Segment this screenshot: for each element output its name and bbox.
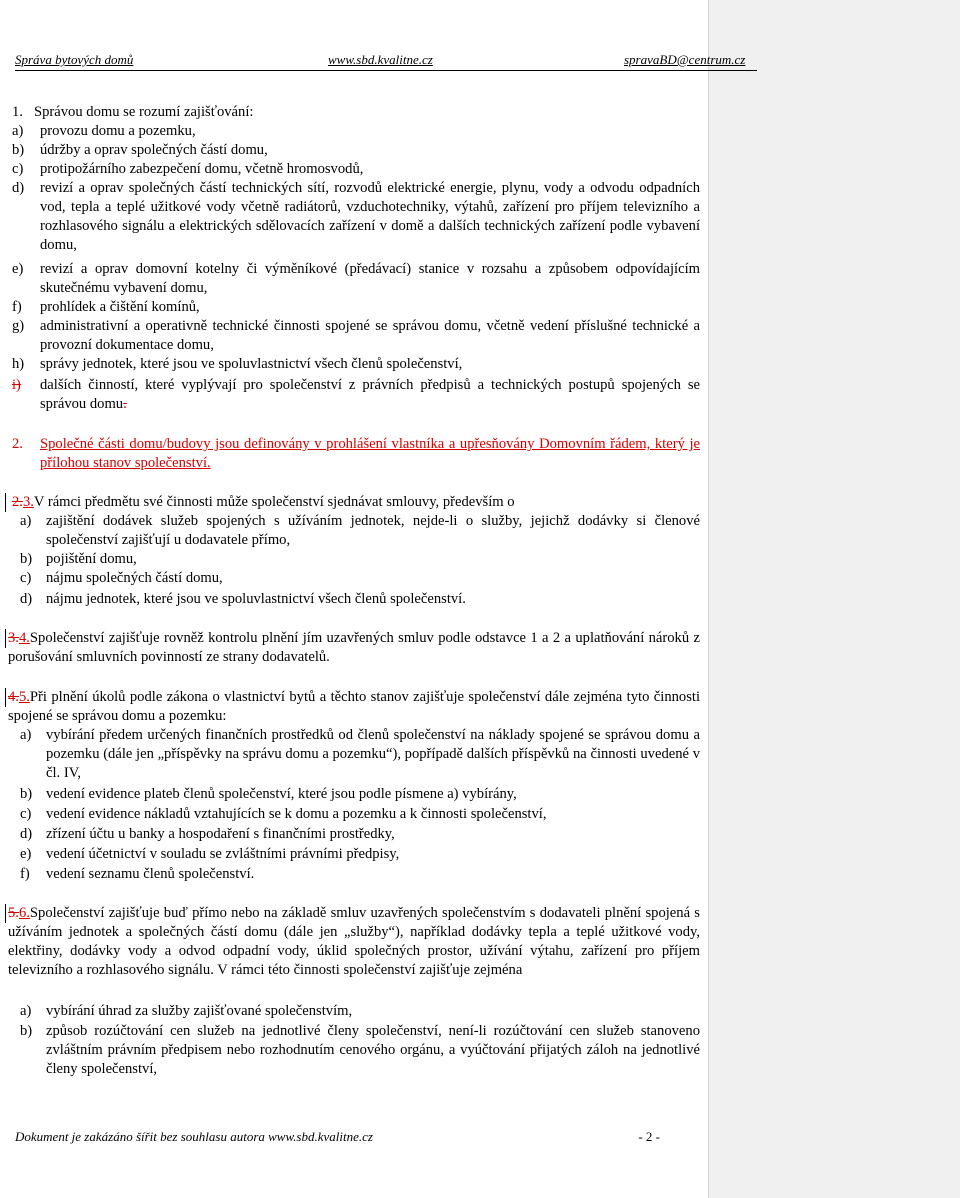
list-item-marker: a) — [20, 727, 32, 743]
list-item-marker: f) — [20, 866, 30, 882]
new-number: 4. — [18, 630, 30, 646]
list-item-text: údržby a oprav společných částí domu, — [40, 142, 268, 158]
list-item-text: revizí a oprav domovní kotelny či výměníkové (předávací) stanice v rozsahu a způsobem odpovídajícím skutečnému vybavení domu, — [40, 261, 700, 296]
list-item-text: vybírání úhrad za služby zajišťované společenstvím, — [46, 1003, 353, 1019]
list-item-text: nájmu společných částí domu, — [46, 570, 223, 586]
list-item-text: administrativní a operativně technické činnosti spojené se správou domu, včetně vedení příslušné technické a provozní dokumentace domu, — [40, 318, 700, 353]
list-item-text: vedení evidence plateb členů společenství, které jsou podle písmene a) vybírány, — [46, 786, 517, 802]
section-5-intro: Při plnění úkolů podle zákona o vlastnictví bytů a těchto stanov zajišťuje společenství dále zejména tyto činnosti spojené se správou domu a pozemku: — [8, 689, 700, 724]
list-item-body: dalších činností, které vyplývají pro společenství z právních předpisů a technických postupů spojených se správou domu — [40, 377, 700, 412]
list-item-text: nájmu jednotek, které jsou ve spoluvlastnictví všech členů společenství. — [46, 591, 466, 607]
list-item-marker: c) — [20, 570, 32, 586]
section-1-heading — [12, 103, 702, 122]
list-item-marker: g) — [12, 318, 25, 334]
list-item-text: revizí a oprav společných částí technických sítí, rozvodů elektrické energie, plynu, vody a odvodu odpadních vod, tepla a teplé užitkové vody včetně radiátorů, vzduchotechniky, výtahů, zařízení pro příjem televizního a rozhlasového signálu a elektrických sdělovacích zařízení v domě a dalších technických zařízení podle vybavení domu, — [40, 180, 700, 253]
section-4-text — [8, 629, 700, 667]
list-item-marker: b) — [20, 551, 33, 567]
change-bar — [5, 493, 6, 512]
list-item-text: vybírání předem určených finančních prostředků od členů společenství na náklady spojené se správou domu a pozemku (dále jen „příspěvky na správu domu a pozemku“), popřípadě dalších příspěvků na činnosti uvedené v čl. IV, — [46, 727, 700, 781]
revision-margin-pane — [708, 0, 960, 1198]
list-item-marker: e) — [20, 846, 32, 862]
list-item-marker: a) — [12, 123, 24, 139]
old-number: 3. — [8, 630, 19, 646]
list-item-text: vedení účetnictví v souladu se zvláštními právními předpisy, — [46, 846, 400, 862]
list-item-marker: f) — [12, 299, 22, 315]
change-bar — [5, 904, 6, 923]
section-2-text — [40, 435, 700, 473]
list-item-text: správy jednotek, které jsou ve spoluvlastnictví všech členů společenství, — [40, 356, 463, 372]
list-item-marker: d) — [20, 591, 33, 607]
header-organization: Správa bytových domů — [15, 52, 134, 67]
new-number: 5. — [18, 689, 30, 705]
section-1-number: 1. — [12, 104, 23, 120]
list-item-marker: a) — [20, 1003, 32, 1019]
old-number: 2. — [12, 494, 23, 510]
list-item-text: prohlídek a čištění komínů, — [40, 299, 200, 315]
list-item-marker: c) — [20, 806, 32, 822]
section-2-number: 2. — [12, 436, 23, 452]
list-item-text: vedení seznamu členů společenství. — [46, 866, 255, 882]
deleted-period: . — [123, 396, 127, 412]
list-item-marker: a) — [20, 513, 32, 529]
list-item-text: zajištění dodávek služeb spojených s užíváním jednotek, nejde-li o služby, jejichž dodávky si členové společenství zajišťují u dodavatele přímo, — [46, 513, 700, 548]
change-bar — [5, 629, 6, 648]
section-5-heading — [8, 688, 700, 726]
list-item-marker: d) — [12, 180, 25, 196]
list-item-marker: b) — [20, 1023, 33, 1039]
list-item-marker: b) — [20, 786, 33, 802]
page-footer — [15, 1129, 660, 1145]
list-item-marker: d) — [20, 826, 33, 842]
header-email[interactable]: spravaBD@centrum.cz — [624, 52, 746, 67]
list-item-marker: e) — [12, 261, 24, 277]
list-item-text: protipožárního zabezpečení domu, včetně hromosvodů, — [40, 161, 364, 177]
page-number: - 2 - — [638, 1129, 660, 1144]
list-item-text: zřízení účtu u banky a hospodaření s finančními prostředky, — [46, 826, 395, 842]
change-bar — [5, 688, 6, 707]
list-item-text — [40, 376, 700, 414]
list-item-text: vedení evidence nákladů vztahujících se k domu a pozemku a k činnosti společenství, — [46, 806, 547, 822]
new-number: 6. — [18, 905, 30, 921]
old-number: 4. — [8, 689, 19, 705]
header-website[interactable]: www.sbd.kvalitne.cz — [328, 52, 433, 67]
old-number: 5. — [8, 905, 19, 921]
section-3-heading — [12, 493, 702, 512]
section-4-body: Společenství zajišťuje rovněž kontrolu plnění jím uzavřených smluv podle odstavce 1 a 2 a uplatňování nároků z porušování smluvních povinností ze strany dodavatelů. — [8, 630, 700, 665]
footer-notice: Dokument je zakázáno šířit bez souhlasu autora www.sbd.kvalitne.cz — [15, 1129, 373, 1144]
section-1-intro: Správou domu se rozumí zajišťování: — [34, 104, 254, 120]
list-item-marker: b) — [12, 142, 25, 158]
section-3-intro: V rámci předmětu své činnosti může společenství sjednávat smlouvy, především o — [33, 494, 515, 510]
list-item-marker: h) — [12, 356, 25, 372]
list-item-text: způsob rozúčtování cen služeb na jednotlivé členy společenství, není-li rozúčtování cen služeb stanoveno zvláštním právním předpisem nebo rozhodnutím cenového orgánu, a vyúčtování přijatých záloh na jednotlivé členy společenství, — [46, 1023, 700, 1077]
list-item-marker: c) — [12, 161, 24, 177]
list-item-text: pojištění domu, — [46, 551, 137, 567]
new-number: 3. — [22, 494, 34, 510]
deleted-list-marker: i) — [12, 377, 21, 393]
section-6-intro: Společenství zajišťuje buď přímo nebo na základě smluv uzavřených společenstvím s dodavateli plnění spojená s užíváním jednotek a společných částí domu (dále jen „služby“), například dodávky tepla a teplé užitkové vody, elektřiny, dodávky vody a odvod odpadní vody, úklid společných prostor, užívání výtahu, zařízení pro příjem televizního a rozhlasového signálu. V rámci této činnosti společenství zajišťuje zejména — [8, 905, 700, 978]
list-item-text: provozu domu a pozemku, — [40, 123, 196, 139]
section-6-heading — [8, 904, 700, 980]
inserted-text: Společné části domu/budovy jsou definovány v prohlášení vlastníka a upřesňovány Domovním řádem, který je přílohou stanov společenství. — [40, 436, 700, 471]
